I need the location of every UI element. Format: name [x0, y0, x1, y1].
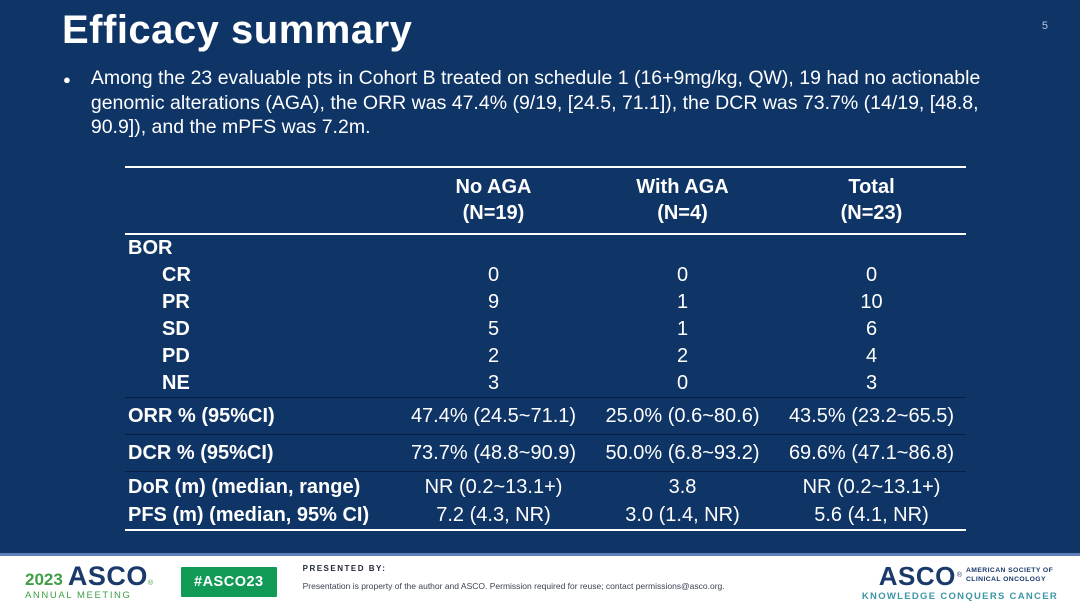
row-label: DoR (m) (median, range) — [125, 472, 399, 503]
row-label: SD — [162, 318, 190, 340]
table-row-cr — [125, 262, 966, 289]
cell-total: 10 — [860, 291, 883, 313]
cell-total: 69.6% (47.1~86.8) — [777, 435, 966, 472]
cell-total: 5.6 (4.1, NR) — [777, 502, 966, 530]
cell-no-aga — [399, 234, 588, 262]
cell-with-aga: 0 — [676, 264, 689, 286]
slide-footer — [0, 553, 1080, 608]
cell-total: NR (0.2~13.1+) — [777, 472, 966, 503]
table-row-pr — [125, 289, 966, 316]
table-row-ne — [125, 370, 966, 398]
column-n: (N=19) — [462, 202, 525, 224]
row-label: PR — [162, 291, 190, 313]
efficacy-table — [125, 166, 966, 531]
cell-total: 6 — [865, 318, 878, 340]
cell-total: 3 — [865, 372, 878, 394]
trademark-icon: ® — [956, 572, 962, 580]
presented-by-block — [303, 556, 725, 591]
table-row-orr — [125, 398, 966, 435]
column-n: (N=23) — [840, 202, 903, 224]
cell-with-aga: 3.8 — [588, 472, 777, 503]
table-row-bor — [125, 234, 966, 262]
row-label: DCR % (95%CI) — [125, 435, 399, 472]
summary-bullet — [63, 66, 1015, 140]
row-label: PD — [162, 345, 190, 367]
presented-by-label: PRESENTED BY: — [302, 564, 387, 573]
cell-no-aga: 47.4% (24.5~71.1) — [399, 398, 588, 435]
cell-total: 4 — [865, 345, 878, 367]
table-row-dor — [125, 472, 966, 503]
cell-no-aga: 0 — [487, 264, 500, 286]
row-label: BOR — [128, 237, 173, 259]
asco-tagline: KNOWLEDGE CONQUERS CANCER — [861, 590, 1058, 602]
asco-logo-text: ASCO — [878, 560, 956, 591]
summary-text: Among the 23 evaluable pts in Cohort B treated on schedule 1 (16+9mg/kg, QW), 19 had no actionable genomic alterations (AGA), the ORR was 47.4% (9/19, [24.5, 71.1]), the DCR was 73.7% (14/19, [48.8, 90.9]), and the mPFS was 7.2m. — [90, 67, 981, 138]
cell-total: 43.5% (23.2~65.5) — [777, 398, 966, 435]
row-label: NE — [162, 372, 190, 394]
cell-with-aga: 0 — [676, 372, 689, 394]
table-row-sd — [125, 316, 966, 343]
cell-no-aga: 2 — [487, 345, 500, 367]
page-title: Efficacy summary — [62, 8, 413, 52]
cell-with-aga: 1 — [676, 318, 689, 340]
cell-no-aga: 7.2 (4.3, NR) — [399, 502, 588, 530]
column-title: Total — [848, 176, 895, 198]
header-with-aga — [588, 167, 777, 234]
table-row-dcr — [125, 435, 966, 472]
cell-with-aga — [588, 234, 777, 262]
cell-no-aga: NR (0.2~13.1+) — [399, 472, 588, 503]
asco-annual-meeting-logo — [25, 563, 153, 601]
cell-no-aga: 3 — [487, 372, 500, 394]
cell-with-aga: 1 — [676, 291, 689, 313]
bullet-icon: ● — [63, 72, 71, 87]
cell-with-aga: 25.0% (0.6~80.6) — [588, 398, 777, 435]
meeting-year: 2023 — [25, 570, 63, 590]
cell-total — [777, 234, 966, 262]
asco-logo — [861, 560, 1058, 602]
header-total — [777, 167, 966, 234]
column-title: With AGA — [636, 176, 729, 198]
row-label: PFS (m) (median, 95% CI) — [125, 502, 399, 530]
cell-with-aga: 50.0% (6.8~93.2) — [588, 435, 777, 472]
table-row-pd — [125, 343, 966, 370]
cell-no-aga: 73.7% (48.8~90.9) — [399, 435, 588, 472]
table-header-row — [125, 167, 966, 234]
cell-no-aga: 5 — [487, 318, 500, 340]
header-no-aga — [399, 167, 588, 234]
cell-with-aga: 3.0 (1.4, NR) — [588, 502, 777, 530]
row-label: ORR % (95%CI) — [125, 398, 399, 435]
hashtag-badge: #ASCO23 — [181, 567, 277, 597]
table-row-pfs — [125, 502, 966, 530]
permission-text: Presentation is property of the author and ASCO. Permission required for reuse; contact permissions@asco.org. — [302, 581, 725, 591]
column-n: (N=4) — [657, 202, 708, 224]
column-title: No AGA — [455, 176, 532, 198]
cell-with-aga: 2 — [676, 345, 689, 367]
slide-page-number: 5 — [1041, 20, 1048, 32]
trademark-icon: ® — [147, 580, 154, 588]
cell-total: 0 — [865, 264, 878, 286]
meeting-org: ASCO — [67, 561, 148, 592]
meeting-name: ANNUAL MEETING — [25, 590, 132, 602]
cell-no-aga: 9 — [487, 291, 500, 313]
header-corner-cell — [125, 167, 399, 234]
row-label: CR — [162, 264, 191, 286]
asco-full-name: AMERICAN SOCIETY OF CLINICAL ONCOLOGY — [966, 566, 1054, 583]
